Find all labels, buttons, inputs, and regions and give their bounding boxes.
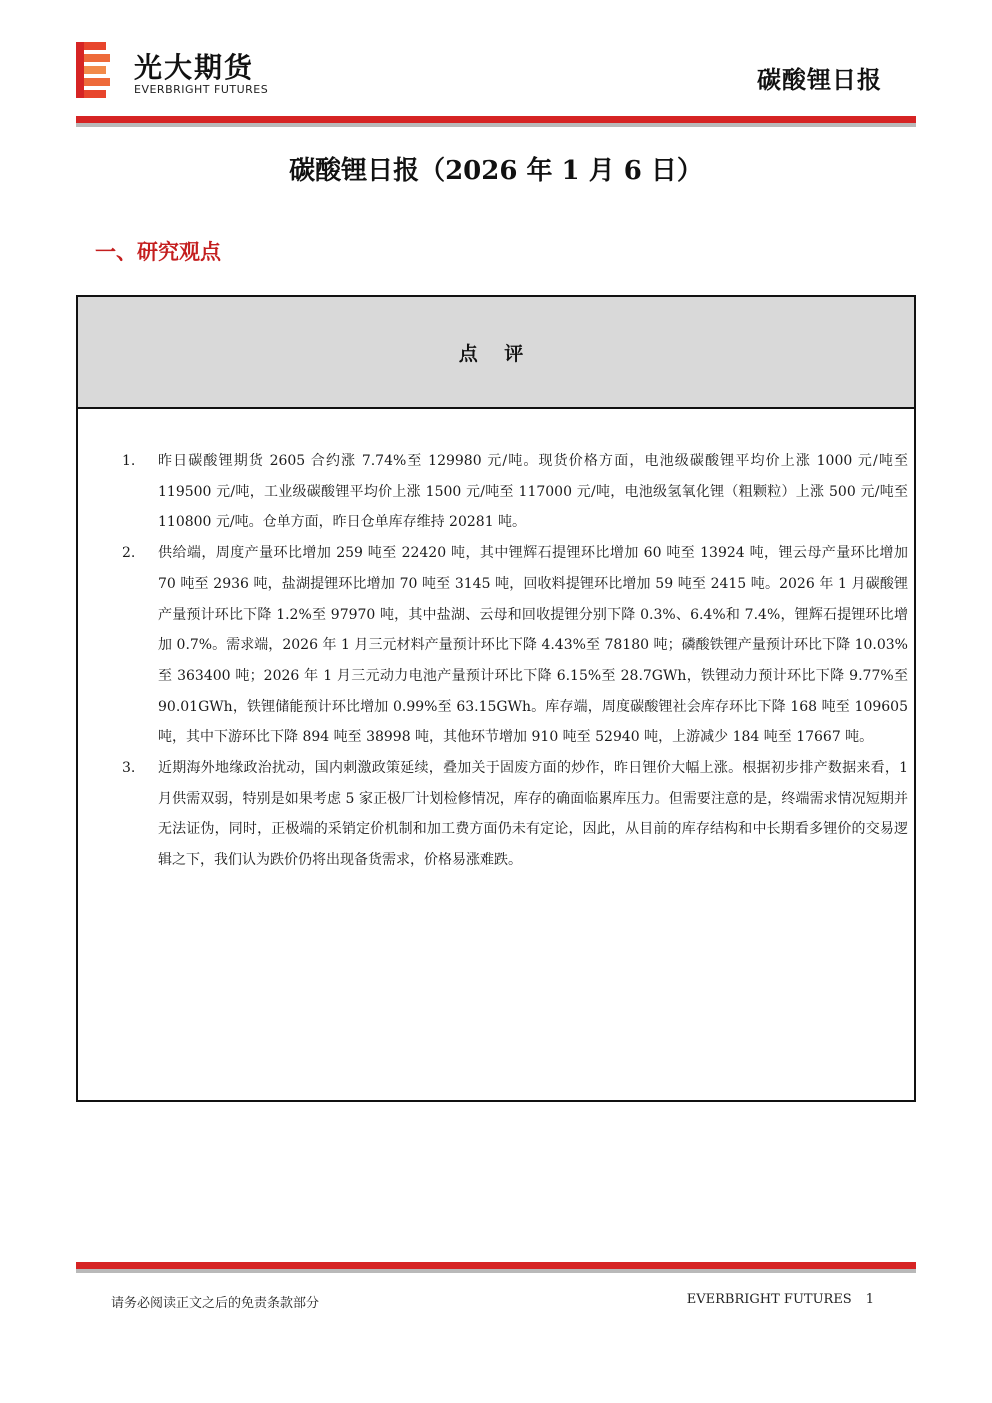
list-item — [122, 753, 908, 876]
footer-disclaimer: 请务必阅读正文之后的免责条款部分 — [111, 1296, 320, 1311]
list-item-number: 1. — [122, 453, 136, 469]
company-logo — [76, 40, 286, 100]
list-item-number: 3. — [122, 760, 136, 777]
list-item-text: 供给端，周度产量环比增加 259 吨至 22420 吨，其中锂辉石提锂环比增加 60 吨至 13924 吨，锂云母产量环比增加 70 吨至 2936 吨，盐湖提锂环比增加 70 吨至 3145 吨，回收料提锂环比增加 59 吨至 2415 吨。2026 年 1 月碳酸锂产量预计环比下降 1.2%至 97970 吨，其中盐湖、云母和回收提锂分别下降 0.3%、6.4%和 7.4%，锂辉石提锂环比增加 0.7%。需求端，2026 年 1 月三元材料产量预计环比下降 4.43%至 78180 吨；磷酸铁锂产量预计环比下降 10.03%至 363400 吨；2026 年 1 月三元动力电池产量预计环比下降 6.15%至 28.7GWh，铁锂动力预计环比下降 9.77%至 90.01GWh，铁锂储能预计环比增加 0.99%至 63.15GWh。库存端，周度碳酸锂社会库存环比下降 168 吨至 109605 吨，其中下游环比下降 894 吨至 38998 吨，其他环节增加 910 吨至 52940 吨，上游减少 184 吨至 17667 吨。 — [158, 545, 908, 746]
footer-divider-gray — [76, 1269, 916, 1273]
header-report-name: 碳酸锂日报 — [757, 66, 882, 94]
list-item-text: 近期海外地缘政治扰动，国内刺激政策延续，叠加关于固废方面的炒作，昨日锂价大幅上涨。根据初步排产数据来看，1 月供需双弱，特别是如果考虑 5 家正极厂计划检修情况，库存的确面临累库压力。但需要注意的是，终端需求情况短期并无法证伪，同时，正极端的采销定价机制和加工费方面仍未有定论，因此，从目前的库存结构和中长期看多锂价的交易逻辑之下，我们认为跌价仍将出现备货需求，价格易涨难跌。 — [158, 760, 908, 869]
list-item-text: 昨日碳酸锂期货 2605 合约涨 7.74%至 129980 元/吨。现货价格方面，电池级碳酸锂平均价上涨 1000 元/吨至 119500 元/吨，工业级碳酸锂平均价上涨 1500 元/吨至 117000 元/吨，电池级氢氧化锂（粗颗粒）上涨 500 元/吨至 110800 元/吨。仓单方面，昨日仓单库存维持 20281 吨。 — [158, 453, 908, 531]
everbright-logo-icon — [76, 42, 112, 98]
commentary-points — [122, 446, 908, 876]
footer-company-name: EVERBRIGHT FUTURES — [686, 1292, 852, 1307]
page-number: 1 — [865, 1292, 874, 1307]
list-item-number: 2. — [122, 545, 136, 562]
commentary-box-header — [78, 297, 914, 409]
list-item — [122, 538, 908, 753]
section-heading: 一、研究观点 — [95, 240, 221, 264]
list-item — [122, 446, 908, 538]
document-title: 碳酸锂日报（2026 年 1 月 6 日） — [289, 156, 703, 186]
header-divider-red — [76, 116, 916, 123]
logo-english-name: EVERBRIGHT FUTURES — [134, 83, 269, 96]
header-divider-gray — [76, 123, 916, 127]
commentary-box-title: 点 评 — [458, 342, 534, 365]
commentary-box — [76, 295, 916, 1102]
logo-chinese-name: 光大期货 — [134, 51, 255, 84]
footer-divider-red — [76, 1262, 916, 1269]
footer-company-page — [673, 1292, 874, 1307]
